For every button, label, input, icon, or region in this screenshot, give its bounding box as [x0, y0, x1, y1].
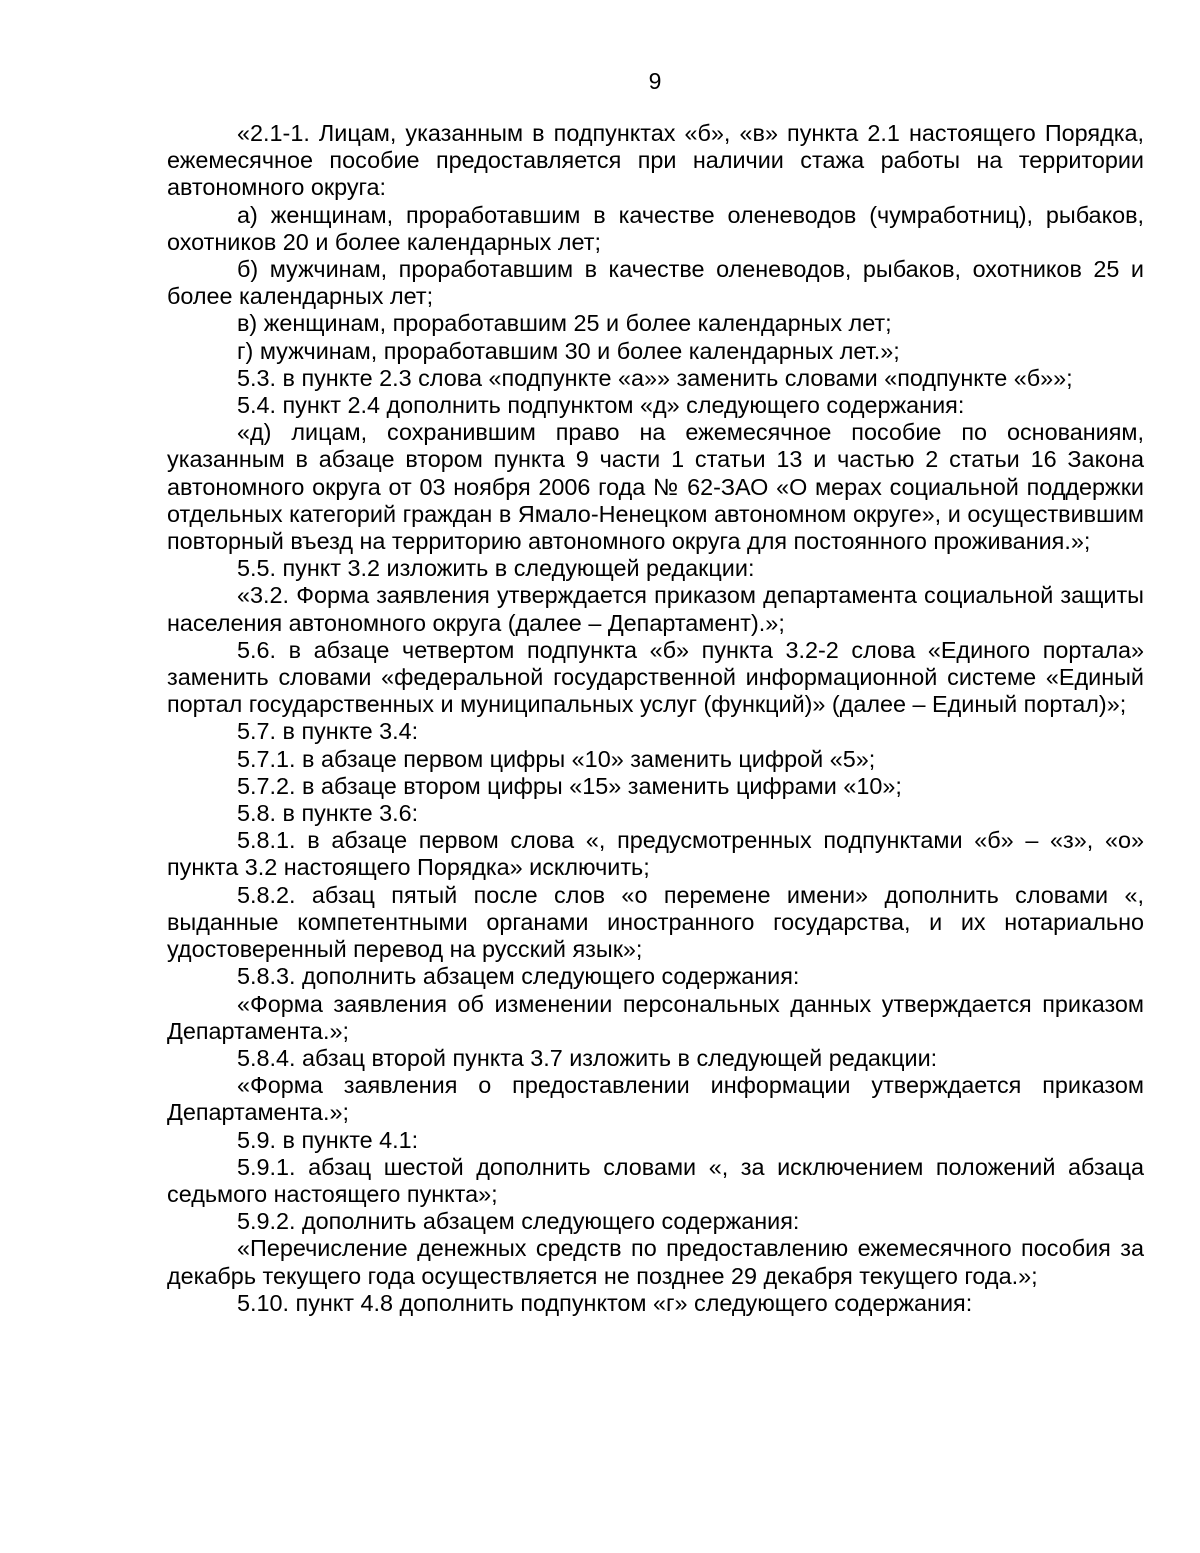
paragraph: 5.8.2. абзац пятый после слов «о перемене имени» дополнить словами «, выданные компетентными органами иностранного государства, и их нотариально удостоверенный перевод на русский язык»; [167, 881, 1144, 963]
paragraph: 5.6. в абзаце четвертом подпункта «б» пункта 3.2-2 слова «Единого портала» заменить словами «федеральной государственной информационной системе «Единый портал государственных и муниципальных услуг (функций)» (далее – Единый портал)»; [167, 636, 1144, 718]
paragraph: «2.1-1. Лицам, указанным в подпунктах «б», «в» пункта 2.1 настоящего Порядка, ежемесячное пособие предоставляется при наличии стажа работы на территории автономного округа: [167, 120, 1144, 201]
paragraph: «д) лицам, сохранившим право на ежемесячное пособие по основаниям, указанным в абзаце втором пункта 9 части 1 статьи 13 и частью 2 статьи 16 Закона автономного округа от 03 ноября 2006 года № 62-ЗАО «О мерах социальной поддержки отдельных категорий граждан в Ямало-Ненецком автономном округе», и осуществившим повторный въезд на территорию автономного округа для постоянного проживания.»; [167, 419, 1144, 555]
paragraph: 5.7.2. в абзаце втором цифры «15» заменить цифрами «10»; [237, 772, 902, 799]
paragraph: 5.10. пункт 4.8 дополнить подпунктом «г» следующего содержания: [237, 1289, 973, 1316]
paragraph: 5.8.3. дополнить абзацем следующего содержания: [237, 963, 800, 990]
paragraph: 5.8.1. в абзаце первом слова «, предусмотренных подпунктами «б» – «з», «о» пункта 3.2 настоящего Порядка» исключить; [167, 827, 1144, 881]
paragraph: 5.3. в пункте 2.3 слова «подпункте «а»» заменить словами «подпункте «б»»; [237, 364, 1073, 391]
paragraph: б) мужчинам, проработавшим в качестве оленеводов, рыбаков, охотников 25 и более календарных лет; [167, 256, 1144, 310]
paragraph: 5.8. в пункте 3.6: [237, 800, 419, 827]
paragraph: 5.9.2. дополнить абзацем следующего содержания: [237, 1208, 800, 1235]
paragraph: 5.7.1. в абзаце первом цифры «10» заменить цифрой «5»; [237, 745, 876, 772]
paragraph: 5.8.4. абзац второй пункта 3.7 изложить в следующей редакции: [237, 1044, 938, 1071]
paragraph: «Форма заявления об изменении персональных данных утверждается приказом Департамента.»; [167, 990, 1144, 1044]
page-number: 9 [648, 68, 662, 94]
paragraph: 5.4. пункт 2.4 дополнить подпунктом «д» следующего содержания: [237, 392, 965, 419]
paragraph: «Перечисление денежных средств по предоставлению ежемесячного пособия за декабрь текущего года осуществляется не позднее 29 декабря текущего года.»; [167, 1235, 1144, 1289]
paragraph: 5.9.1. абзац шестой дополнить словами «, за исключением положений абзаца седьмого настоящего пункта»; [167, 1153, 1144, 1207]
paragraph: 5.5. пункт 3.2 изложить в следующей редакции: [237, 555, 755, 582]
document-body [167, 120, 1144, 1317]
paragraph: «Форма заявления о предоставлении информации утверждается приказом Департамента.»; [167, 1072, 1144, 1126]
paragraph: а) женщинам, проработавшим в качестве оленеводов (чумработниц), рыбаков, охотников 20 и более календарных лет; [167, 201, 1144, 255]
paragraph: в) женщинам, проработавшим 25 и более календарных лет; [237, 310, 892, 337]
paragraph: 5.9. в пункте 4.1: [237, 1126, 419, 1153]
paragraph: 5.7. в пункте 3.4: [237, 718, 419, 745]
paragraph: г) мужчинам, проработавшим 30 и более календарных лет.»; [237, 337, 900, 364]
paragraph: «3.2. Форма заявления утверждается приказом департамента социальной защиты населения автономного округа (далее – Департамент).»; [167, 582, 1144, 636]
